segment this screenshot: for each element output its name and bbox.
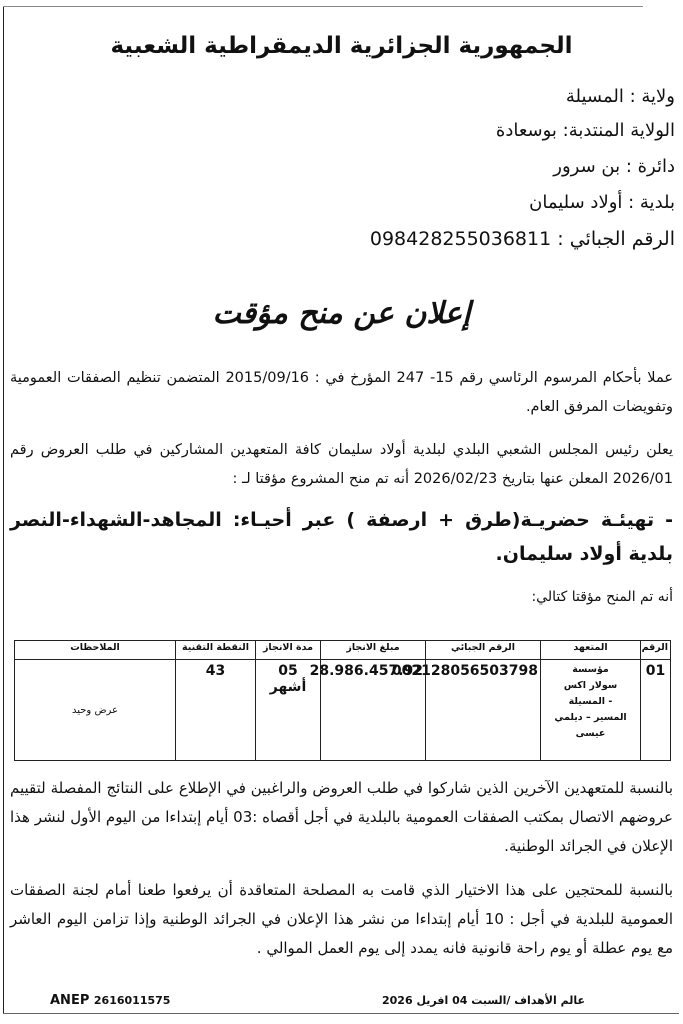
anep-code: 2616011575 — [93, 994, 171, 1007]
header-bidder: المتعهد — [541, 641, 641, 660]
header-remarks: الملاحظات — [15, 641, 176, 660]
anep-label: ANEP — [50, 993, 90, 1008]
tax-id-value: 098428255036811 — [369, 228, 552, 250]
awarded-intro: أنه تم المنح مؤقتا كتالي: — [531, 589, 673, 605]
header-duration: مدة الانجاز — [256, 641, 321, 660]
frame-top-border — [3, 6, 643, 7]
republic-heading: الجمهورية الجزائرية الديمقراطية الشعبية — [110, 33, 573, 59]
table-header-row — [15, 641, 671, 660]
bidder-line: - المسيلة — [568, 696, 613, 707]
results-consultation-paragraph: بالنسبة للمتعهدين الآخرين الذين شاركوا في طلب العروض والراغبين في الإطلاع على النتائج المفصلة لتقييم عروضهم الاتصال بمكتب الصفقات العمومية بالبلدية في أجل أقصاه :03 أيام إبتداءا من اليوم الأول لنشر هذا الإعلان في الجرائد الوطنية. — [10, 779, 673, 855]
cell-amount: 28.986.457.92 — [321, 660, 426, 761]
cell-tax-id: 002128056503798 — [426, 660, 541, 761]
announcement-paragraph: يعلن رئيس المجلس الشعبي البلدي لبلدية أولاد سليمان كافة المتعهدين المشاركين في طلب العروض رقم 2026/01 المعلن عنها بتاريخ 2026/02/23 أنه تم منح المشروع مؤقتا لـ : — [10, 442, 673, 487]
header-amount: مبلغ الانجاز — [321, 641, 426, 660]
header-tax-id: الرقم الجبائي — [426, 641, 541, 660]
notice-title: إعلان عن منح مؤقت — [212, 296, 471, 331]
cell-technical-score: 43 — [176, 660, 256, 761]
header-technical-score: النقطة التقنية — [176, 641, 256, 660]
daira-line: دائرة : بن سرور — [553, 156, 675, 177]
wilaya-line: ولاية : المسيلة — [565, 86, 675, 107]
bidder-line: سولار اكس — [563, 680, 618, 691]
appeal-paragraph: بالنسبة للمحتجين على هذا الاختيار الذي قامت به المصلحة المتعاقدة أن يرفعوا طعنا أمام لجنة الصفقات العمومية للبلدية في أجل : 10 أيام إبتداءا من نشر هذا الإعلان في الجرائد الوطنية وإذا تزامن اليوم العاشر مع يوم عطلة أو يوم راحة قانونية فانه يمدد إلى يوم العمل الموالي . — [10, 881, 673, 957]
tax-id-line — [370, 228, 675, 250]
frame-bottom-border — [3, 1013, 679, 1014]
award-results-table — [14, 640, 671, 761]
bidder-line: المسير – ديلمي عيسى — [554, 712, 627, 739]
cell-duration: 05 أشهر — [256, 660, 321, 761]
tax-id-label: الرقم الجبائي : — [557, 228, 675, 250]
cell-number: 01 — [641, 660, 671, 761]
table-row — [15, 660, 671, 761]
publication-line: عالم الأهداف /السبت 04 افريل 2026 — [382, 994, 586, 1007]
frame-left-border — [3, 6, 4, 1014]
legal-reference-paragraph: عملا بأحكام المرسوم الرئاسي رقم 15- 247 المؤرخ في : 2015/09/16 المتضمن تنظيم الصفقات العمومية وتفويضات المرفق العام. — [10, 370, 673, 415]
project-description: - تهيئـة حضريـة(طرق + ارصفة ) عبر أحيـاء: المجاهد-الشهداء-النصر بلدية أولاد سليمان. — [10, 509, 673, 565]
delegated-wilaya-line: الولاية المنتدبة: بوسعادة — [495, 120, 675, 141]
baladia-line: بلدية : أولاد سليمان — [529, 192, 675, 213]
bidder-line: مؤسسة — [572, 664, 609, 675]
anep-reference — [50, 993, 170, 1008]
cell-remarks: عرض وحيد — [15, 660, 176, 761]
cell-bidder — [541, 660, 641, 761]
header-number: الرقم — [641, 641, 671, 660]
